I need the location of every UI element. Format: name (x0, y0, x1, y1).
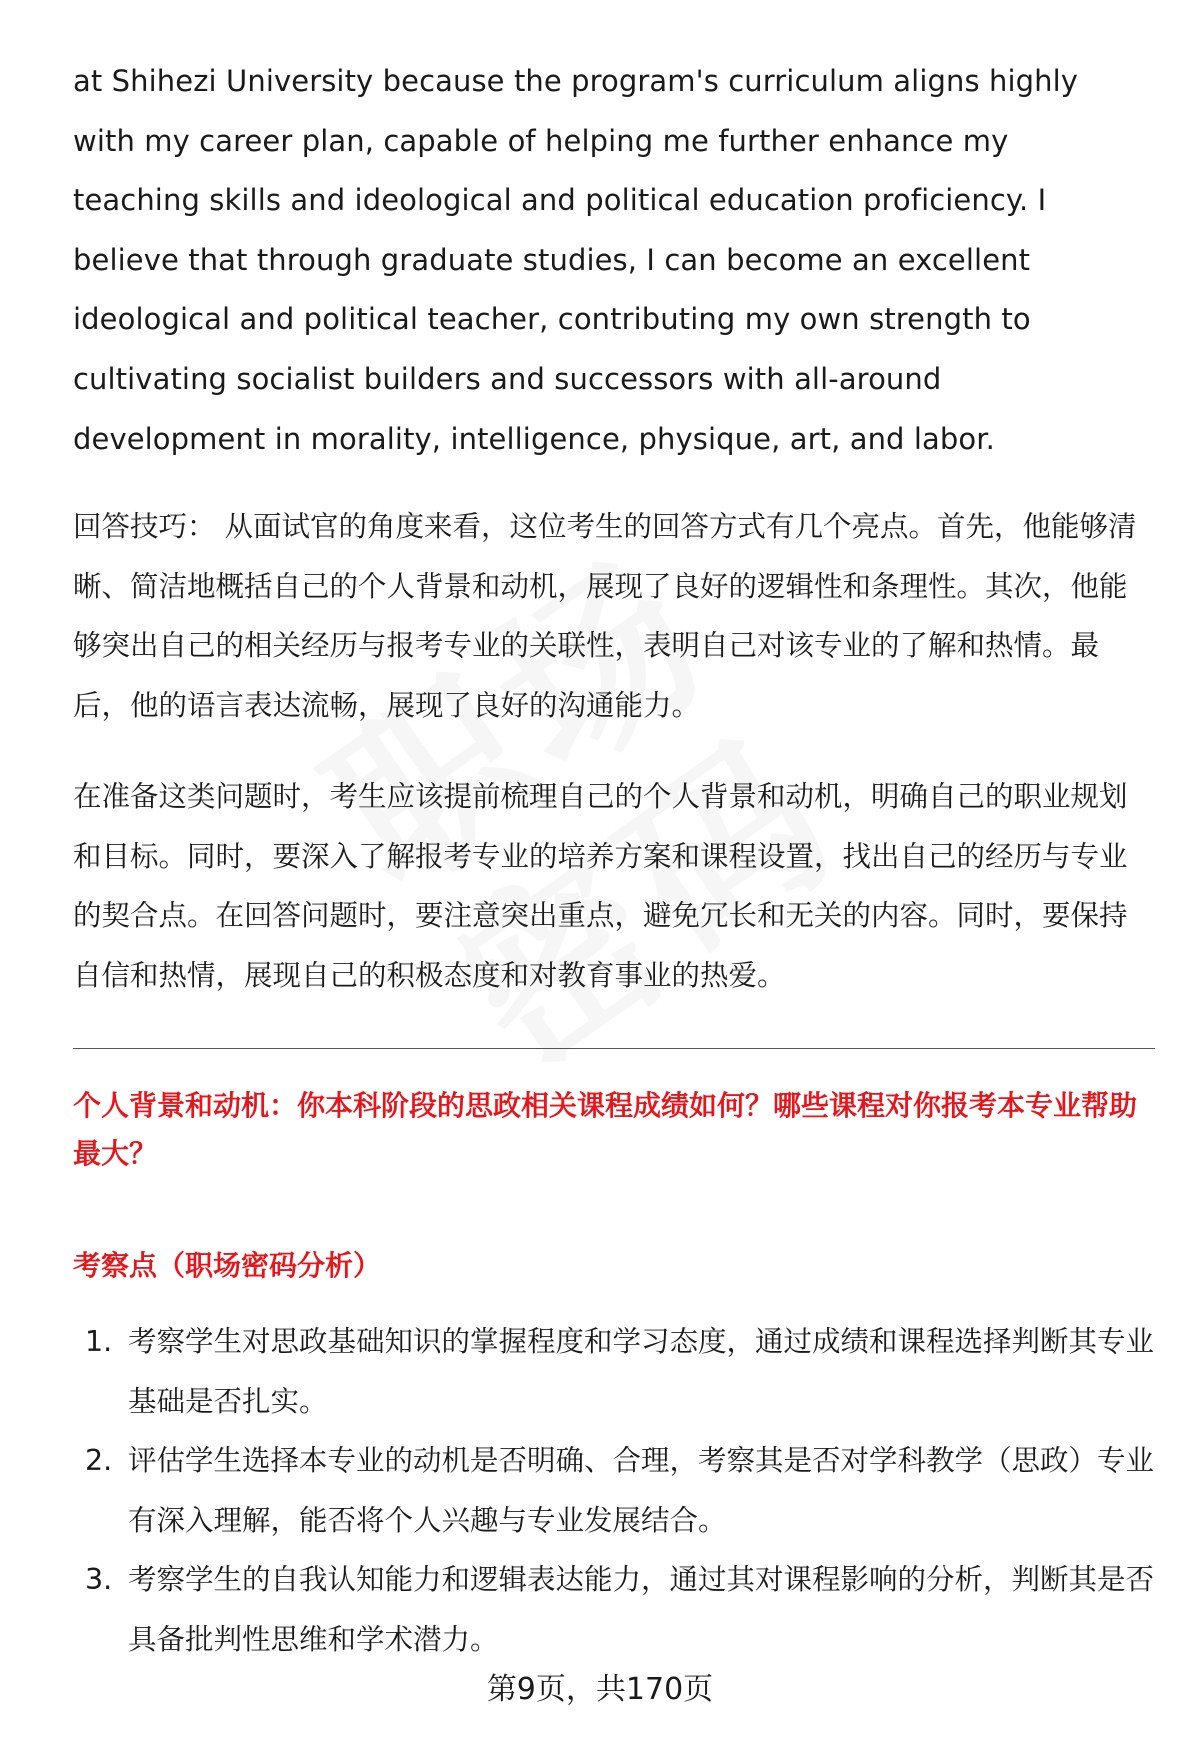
list-item-number: 1. (85, 1325, 113, 1358)
preparation-paragraph: 在准备这类问题时，考生应该提前梳理自己的个人背景和动机，明确自己的职业规划和目标。同时，要深入了解报考专业的培养方案和课程设置，找出自己的经历与专业的契合点。在回答问题时，要注意突出重点，避免冗长和无关的内容。同时，要保持自信和热情，展现自己的积极态度和对教育事业的热爱。 (73, 780, 1128, 992)
analysis-heading: 考察点（职场密码分析） (73, 1249, 382, 1282)
list-item (73, 1312, 1155, 1431)
english-paragraph: at Shihezi University because the program's curriculum aligns highly with my career plan, capable of helping me further enhance my teaching skills and ideological and political education proficiency. I believe that through graduate studies, I can become an excellent ideological and political teacher, contributing my own strength to cultivating socialist builders and successors with all-around development in morality, intelligence, physique, art, and labor. (73, 64, 1079, 456)
section-divider (73, 1048, 1155, 1049)
list-item-text: 考察学生的自我认知能力和逻辑表达能力，通过其对课程影响的分析，判断其是否具备批判性思维和学术潜力。 (128, 1563, 1155, 1656)
question-heading: 个人背景和动机：你本科阶段的思政相关课程成绩如何？哪些课程对你报考本专业帮助最大？ (73, 1089, 1138, 1170)
answer-tips-paragraph: 回答技巧： 从面试官的角度来看，这位考生的回答方式有几个亮点。首先，他能够清晰、简洁地概括自己的个人背景和动机，展现了良好的逻辑性和条理性。其次，他能够突出自己的相关经历与报考专业的关联性，表明自己对该专业的了解和热情。最后，他的语言表达流畅，展现了良好的沟通能力。 (73, 510, 1137, 722)
analysis-list (73, 1312, 1155, 1669)
list-item-number: 2. (85, 1444, 113, 1477)
list-item (73, 1431, 1155, 1550)
list-item-text: 考察学生对思政基础知识的掌握程度和学习态度，通过成绩和课程选择判断其专业基础是否扎实。 (128, 1325, 1155, 1418)
page-number: 第9页，共170页 (486, 1672, 714, 1707)
list-item-text: 评估学生选择本专业的动机是否明确、合理，考察其是否对学科教学（思政）专业有深入理解，能否将个人兴趣与专业发展结合。 (128, 1444, 1155, 1537)
list-item (73, 1550, 1155, 1669)
list-item-number: 3. (85, 1563, 113, 1596)
